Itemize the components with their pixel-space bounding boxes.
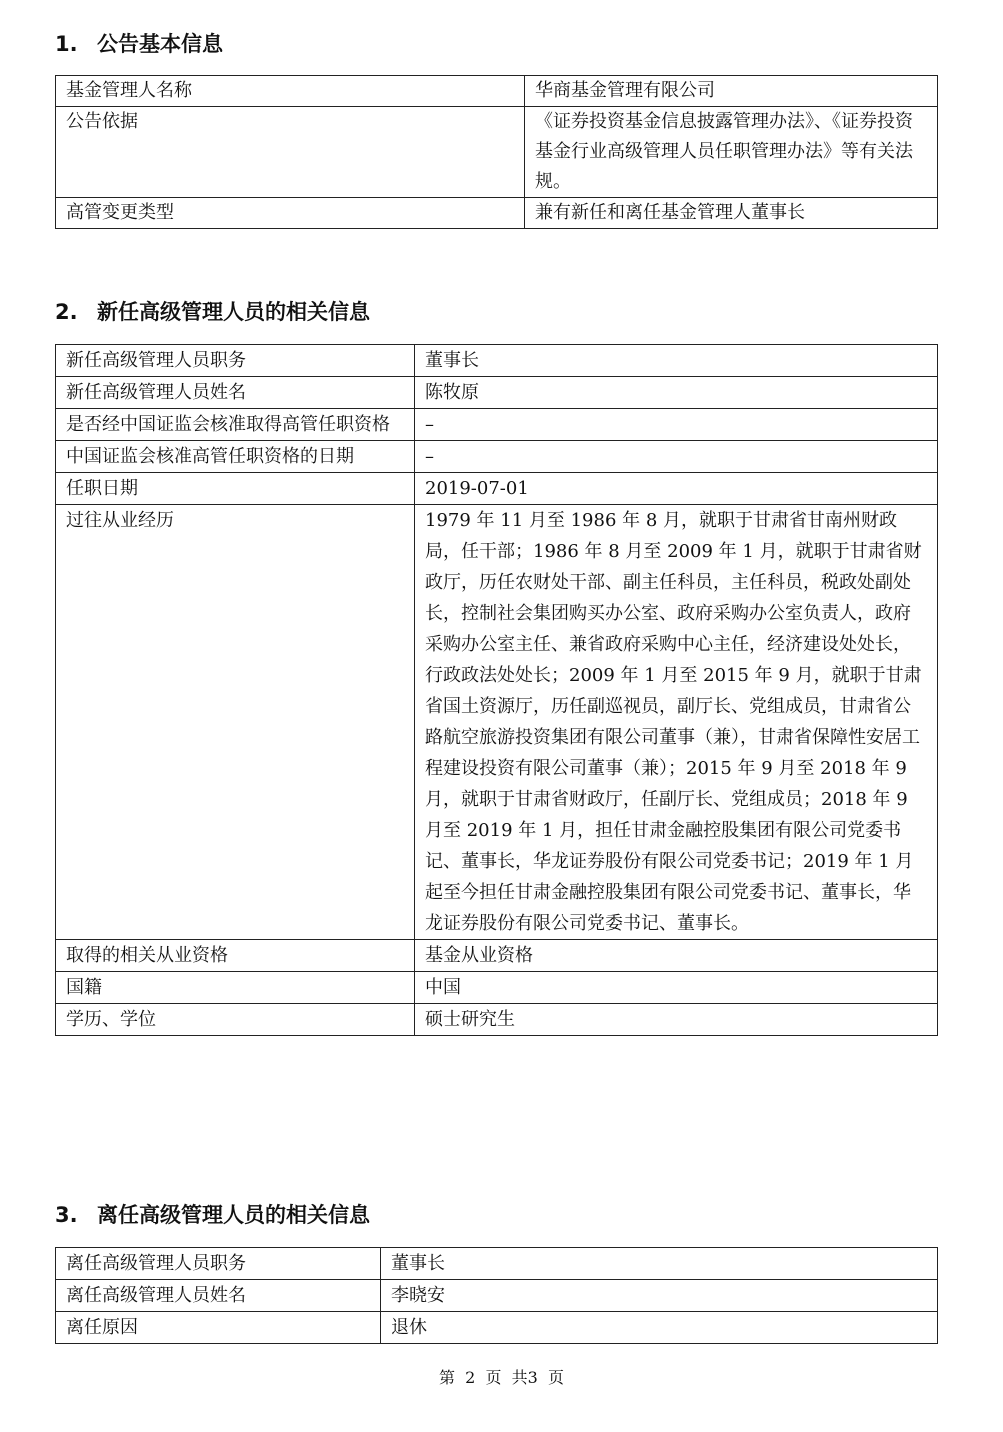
row-value: 1979 年 11 月至 1986 年 8 月，就职于甘肃省甘南州财政局，任干部；1986 年 8 月至 2009 年 1 月，就职于甘肃省财政厅，历任农财处干部、副主任科员，主任科员，税政处副处长，控制社会集团购买办公室、政府采购办公室负责人，政府采购办公室主任、兼省政府采购中心主任，经济建设处处长，行政政法处处长；2009 年 1 月至 2015 年 9 月，就职于甘肃省国土资源厅，历任副巡视员，副厅长、党组成员，甘肃省公路航空旅游投资集团有限公司董事（兼），甘肃省保障性安居工程建设投资有限公司董事（兼）；2015 年 9 月至 2018 年 9 月，就职于甘肃省财政厅，任副厅长、党组成员；2018 年 9 月至 2019 年 1 月，担任甘肃金融控股集团有限公司党委书记、董事长，华龙证券股份有限公司党委书记；2019 年 1 月起至今担任甘肃金融控股集团有限公司党委书记、董事长，华龙证券股份有限公司党委书记、董事长。 <box>415 505 938 940</box>
row-label: 中国证监会核准高管任职资格的日期 <box>56 441 415 473</box>
row-value: 中国 <box>415 972 938 1004</box>
section-2-heading <box>55 297 370 327</box>
row-label: 新任高级管理人员职务 <box>56 345 415 377</box>
table-row <box>56 505 938 940</box>
table-row <box>56 972 938 1004</box>
table-row <box>56 1280 938 1312</box>
row-label: 国籍 <box>56 972 415 1004</box>
row-label: 公告依据 <box>56 107 525 198</box>
table-row <box>56 1312 938 1344</box>
section-2-title: 新任高级管理人员的相关信息 <box>97 300 370 324</box>
departing-executive-table <box>55 1247 938 1344</box>
table-row <box>56 940 938 972</box>
row-label: 学历、学位 <box>56 1004 415 1036</box>
row-value: 2019-07-01 <box>415 473 938 505</box>
table-row <box>56 377 938 409</box>
table-row <box>56 345 938 377</box>
section-1-title: 公告基本信息 <box>97 32 223 56</box>
table-row <box>56 473 938 505</box>
row-label: 离任高级管理人员姓名 <box>56 1280 381 1312</box>
table-row <box>56 1004 938 1036</box>
row-value: – <box>415 441 938 473</box>
section-1-heading <box>55 29 223 59</box>
row-label: 过往从业经历 <box>56 505 415 940</box>
table-row <box>56 198 938 229</box>
section-3-title: 离任高级管理人员的相关信息 <box>97 1203 370 1227</box>
row-value: 硕士研究生 <box>415 1004 938 1036</box>
new-executive-table <box>55 344 938 1036</box>
table-row <box>56 441 938 473</box>
table-row <box>56 107 938 198</box>
table-row <box>56 1248 938 1280</box>
row-label: 任职日期 <box>56 473 415 505</box>
row-label: 取得的相关从业资格 <box>56 940 415 972</box>
row-value: 董事长 <box>415 345 938 377</box>
row-value: 退休 <box>381 1312 938 1344</box>
table-row <box>56 76 938 107</box>
row-label: 离任原因 <box>56 1312 381 1344</box>
row-value: 陈牧原 <box>415 377 938 409</box>
section-3-number: 3. <box>55 1203 78 1227</box>
row-value: 基金从业资格 <box>415 940 938 972</box>
section-2-number: 2. <box>55 300 78 324</box>
row-label: 基金管理人名称 <box>56 76 525 107</box>
row-label: 高管变更类型 <box>56 198 525 229</box>
basic-info-table <box>55 75 938 229</box>
row-value: 李晓安 <box>381 1280 938 1312</box>
section-1-number: 1. <box>55 32 78 56</box>
row-value: 兼有新任和离任基金管理人董事长 <box>525 198 938 229</box>
table-row <box>56 409 938 441</box>
row-value: 华商基金管理有限公司 <box>525 76 938 107</box>
section-3-heading <box>55 1200 370 1230</box>
row-value: 《证券投资基金信息披露管理办法》、《证券投资基金行业高级管理人员任职管理办法》等有关法规。 <box>525 107 938 198</box>
row-value: 董事长 <box>381 1248 938 1280</box>
row-label: 离任高级管理人员职务 <box>56 1248 381 1280</box>
row-label: 是否经中国证监会核准取得高管任职资格 <box>56 409 415 441</box>
row-value: – <box>415 409 938 441</box>
page-number: 第 2 页 共3 页 <box>438 1368 565 1387</box>
row-label: 新任高级管理人员姓名 <box>56 377 415 409</box>
